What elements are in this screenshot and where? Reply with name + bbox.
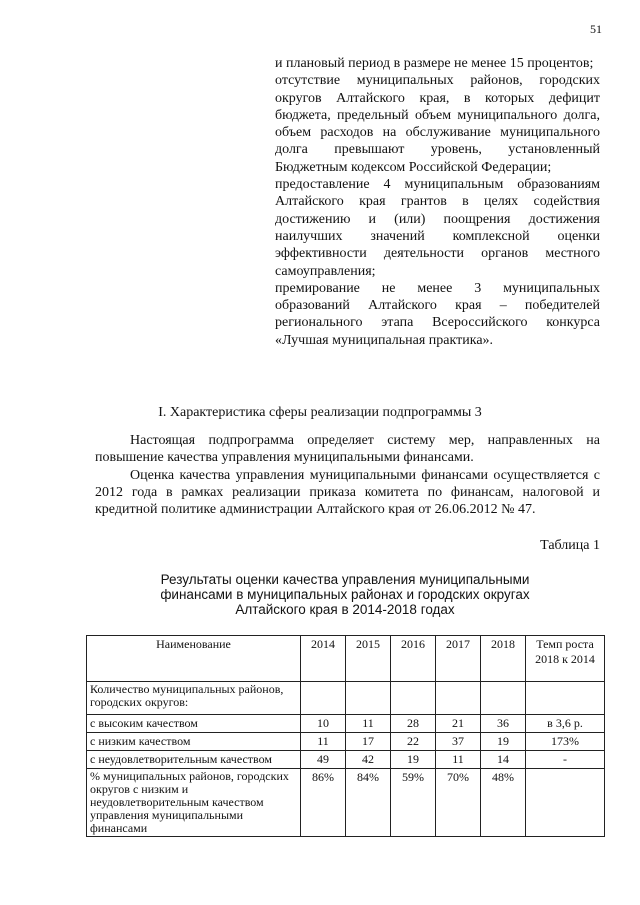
table-title (95, 572, 595, 617)
empty-cell (301, 682, 346, 715)
value-cell: 59% (391, 769, 436, 837)
row-label: % муниципальных районов, городских округов с низким и неудовлетворительным качеством управления муниципальными финансами (87, 769, 301, 837)
value-cell: 49 (301, 751, 346, 769)
table-number: Таблица 1 (540, 538, 600, 553)
row-label: с высоким качеством (87, 715, 301, 733)
value-cell: 11 (436, 751, 481, 769)
empty-cell (481, 682, 526, 715)
growth-cell: 173% (526, 733, 605, 751)
table-row (87, 715, 605, 733)
value-cell: 70% (436, 769, 481, 837)
value-cell: 28 (391, 715, 436, 733)
goals-list (275, 55, 600, 349)
value-cell: 21 (436, 715, 481, 733)
growth-cell: - (526, 751, 605, 769)
intro-paragraph: Оценка качества управления муниципальными финансами осуществляется с 2012 года в рамках реализации приказа комитета по финансам, налоговой и кредитной политике администрации Алтайского края от 26.06.2012 № 47. (95, 467, 600, 518)
value-cell: 48% (481, 769, 526, 837)
table-title-line: Результаты оценки качества управления муниципальными (160, 572, 530, 587)
value-cell: 19 (391, 751, 436, 769)
growth-cell (526, 769, 605, 837)
intro-paragraph: Настоящая подпрограмма определяет систему мер, направленных на повышение качества управления муниципальными финансами. (95, 433, 600, 466)
row-label: с низким качеством (87, 733, 301, 751)
table-row (87, 769, 605, 837)
value-cell: 36 (481, 715, 526, 733)
value-cell: 14 (481, 751, 526, 769)
goal-item: предоставление 4 муниципальным образованиям Алтайского края грантов в целях содействия достижению и (или) поощрения достижения наилучших значений комплексной оценки эффективности деятельности органов местного самоуправления; (275, 177, 600, 279)
header-cell: 2016 (391, 636, 436, 682)
table-title-line: финансами в муниципальных районах и городских округах (160, 587, 530, 602)
value-cell: 11 (301, 733, 346, 751)
value-cell: 11 (346, 715, 391, 733)
page-number: 51 (590, 22, 602, 36)
empty-cell (436, 682, 481, 715)
value-cell: 10 (301, 715, 346, 733)
group-label: Количество муниципальных районов, городских округов: (87, 682, 301, 715)
value-cell: 22 (391, 733, 436, 751)
table-group-row (87, 682, 605, 715)
value-cell: 17 (346, 733, 391, 751)
header-cell: 2018 (481, 636, 526, 682)
value-cell: 42 (346, 751, 391, 769)
empty-cell (346, 682, 391, 715)
header-cell: Наименование (87, 636, 301, 682)
value-cell: 84% (346, 769, 391, 837)
goal-item: отсутствие муниципальных районов, городских округов Алтайского края, в которых дефицит бюджета, предельный объем муниципального долга, объем расходов на обслуживание муниципального долга превышают уровень, установленный Бюджетным кодексом Российской Федерации; (275, 73, 600, 175)
header-cell: 2015 (346, 636, 391, 682)
header-cell: 2014 (301, 636, 346, 682)
table-header-row (87, 636, 605, 682)
goal-item: премирование не менее 3 муниципальных образований Алтайского края – победителей регионального этапа Всероссийского конкурса «Лучшая муниципальная практика». (275, 280, 600, 348)
table-title-line: Алтайского края в 2014-2018 годах (235, 602, 455, 617)
value-cell: 86% (301, 769, 346, 837)
table-row (87, 733, 605, 751)
intro-text (95, 432, 600, 518)
results-table (86, 635, 605, 837)
goal-item: и плановый период в размере не менее 15 процентов; (275, 56, 594, 71)
empty-cell (526, 682, 605, 715)
table-row (87, 751, 605, 769)
growth-cell: в 3,6 р. (526, 715, 605, 733)
header-cell: 2017 (436, 636, 481, 682)
value-cell: 37 (436, 733, 481, 751)
header-cell: Темп роста 2018 к 2014 (526, 636, 605, 682)
section-heading: I. Характеристика сферы реализации подпрограммы 3 (158, 405, 482, 420)
empty-cell (391, 682, 436, 715)
value-cell: 19 (481, 733, 526, 751)
row-label: с неудовлетворительным качеством (87, 751, 301, 769)
